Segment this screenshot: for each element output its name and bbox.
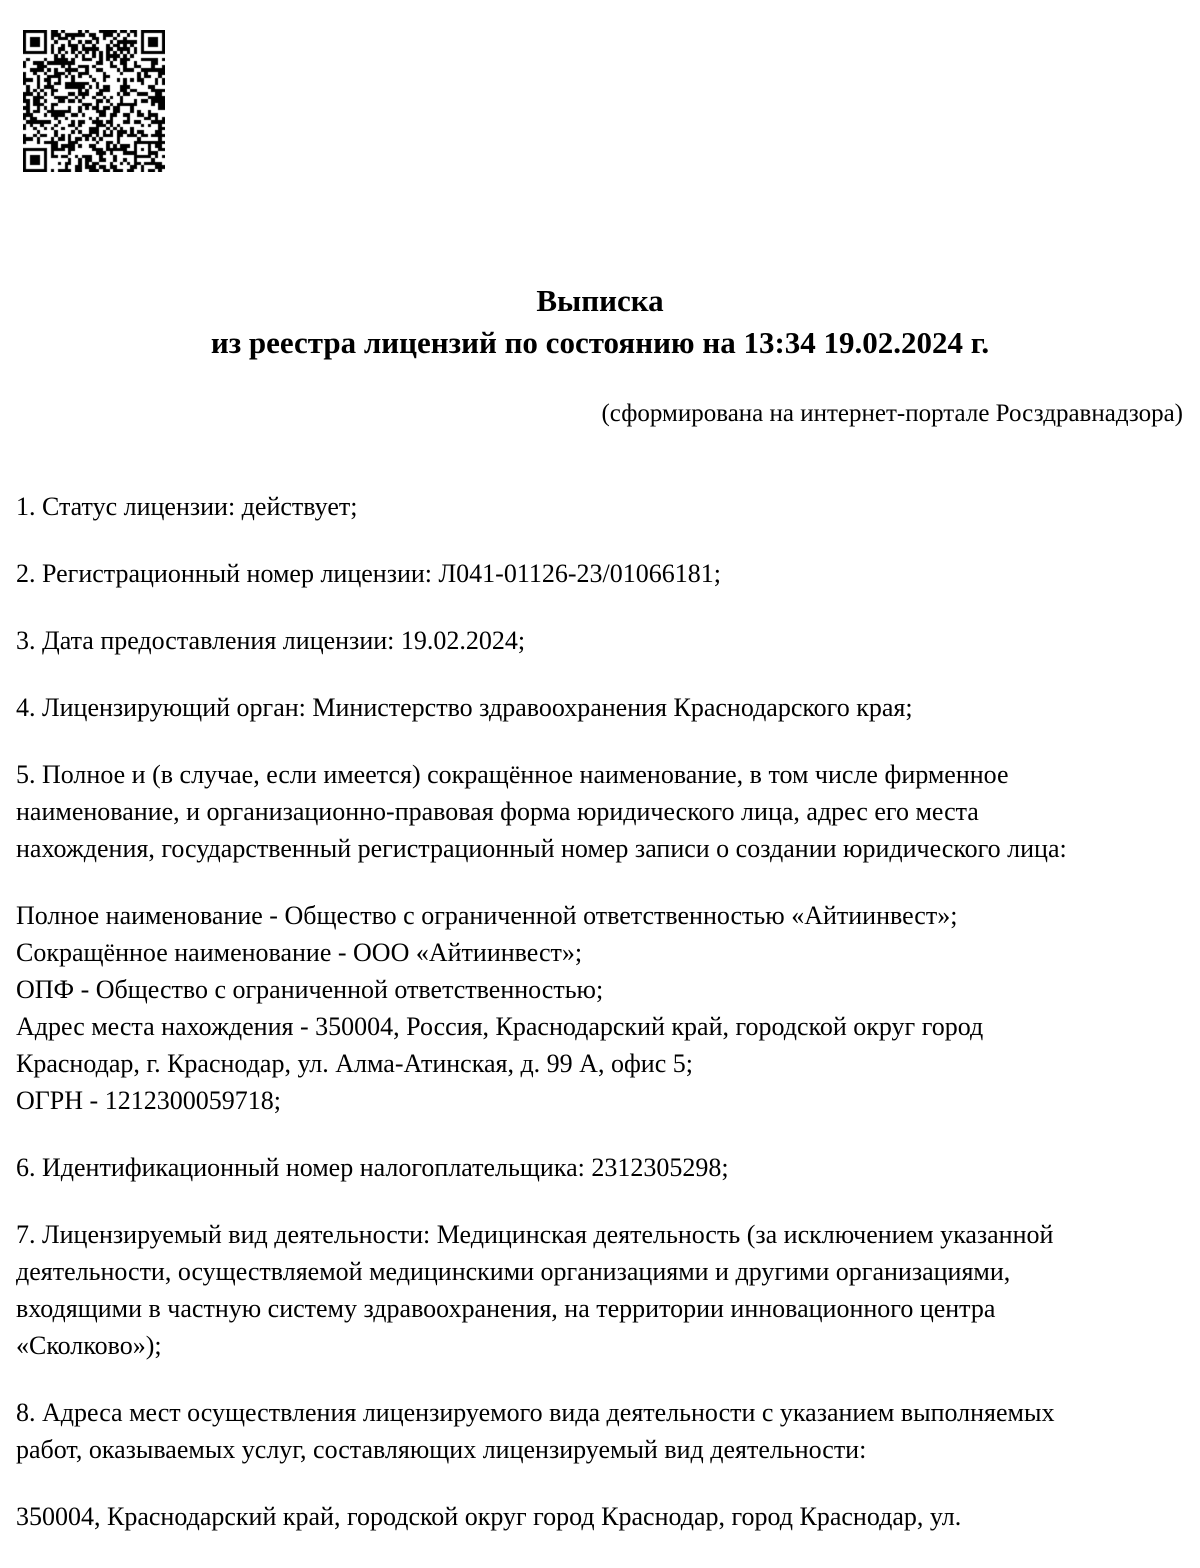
document-title (0, 280, 1200, 364)
item-5-legal-entity-heading (16, 756, 1192, 867)
item-2-registration-number (16, 555, 1192, 592)
doc-line: Краснодар, г. Краснодар, ул. Алма-Атинская, д. 99 А, офис 5; (16, 1049, 693, 1078)
doc-line: ОПФ - Общество с ограниченной ответственностью; (16, 975, 604, 1004)
doc-line: 8. Адреса мест осуществления лицензируемого вида деятельности с указанием выполняемых (16, 1398, 1055, 1427)
doc-line: работ, оказываемых услуг, составляющих лицензируемый вид деятельности: (16, 1435, 867, 1464)
doc-line: Сокращённое наименование - ООО «Айтиинвест»; (16, 938, 583, 967)
doc-line: 350004, Краснодарский край, городской округ город Краснодар, город Краснодар, ул. (16, 1502, 962, 1531)
item-5-legal-entity-details (16, 897, 1192, 1119)
doc-line: нахождения, государственный регистрационный номер записи о создании юридического лица: (16, 834, 1067, 863)
document-subtitle: (сформирована на интернет-портале Росздравнадзора) (601, 400, 1183, 427)
item-7-licensed-activity (16, 1216, 1192, 1364)
doc-line: ОГРН - 1212300059718; (16, 1086, 281, 1115)
doc-line: 5. Полное и (в случае, если имеется) сокращённое наименование, в том числе фирменное (16, 760, 1009, 789)
doc-line: 3. Дата предоставления лицензии: 19.02.2024; (16, 626, 526, 655)
document-body (16, 488, 1192, 1565)
item-8-addresses-heading (16, 1394, 1192, 1468)
doc-line: 4. Лицензирующий орган: Министерство здравоохранения Краснодарского края; (16, 693, 913, 722)
item-6-taxpayer-number (16, 1149, 1192, 1186)
item-8-address-line (16, 1498, 1192, 1535)
item-3-grant-date (16, 622, 1192, 659)
doc-line: 1. Статус лицензии: действует; (16, 492, 358, 521)
doc-line: входящими в частную систему здравоохранения, на территории инновационного центра (16, 1294, 996, 1323)
doc-line: 7. Лицензируемый вид деятельности: Медицинская деятельность (за исключением указанной (16, 1220, 1054, 1249)
qr-code (23, 30, 165, 172)
title-line-1: Выписка (536, 283, 664, 318)
doc-line: «Сколково»); (16, 1331, 162, 1360)
doc-line: Полное наименование - Общество с ограниченной ответственностью «Айтиинвест»; (16, 901, 958, 930)
doc-line: 6. Идентификационный номер налогоплательщика: 2312305298; (16, 1153, 729, 1182)
doc-line: 2. Регистрационный номер лицензии: Л041-01126-23/01066181; (16, 559, 721, 588)
doc-line: Адрес места нахождения - 350004, Россия, Краснодарский край, городской округ город (16, 1012, 984, 1041)
title-line-2: из реестра лицензий по состоянию на 13:34 19.02.2024 г. (210, 325, 990, 360)
item-4-licensing-authority (16, 689, 1192, 726)
doc-line: деятельности, осуществляемой медицинскими организациями и другими организациями, (16, 1257, 1011, 1286)
doc-line: наименование, и организационно-правовая форма юридического лица, адрес его места (16, 797, 979, 826)
item-1-license-status (16, 488, 1192, 525)
